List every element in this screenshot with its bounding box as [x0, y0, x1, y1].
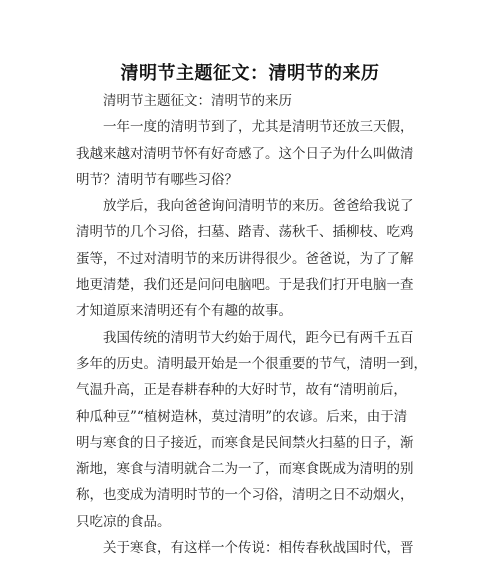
text-line: 多年的历史。清明最开始是一个很重要的节气，清明一到，: [76, 355, 427, 372]
text-line: 明与寒食的日子接近，而寒食是民间禁火扫墓的日子，渐: [76, 434, 414, 451]
text-line: 称，也变成为清明时节的一个习俗，清明之日不动烟火，: [76, 487, 414, 504]
text-line: 清明节的几个习俗，扫墓、踏青、荡秋千、插柳枝、吃鸡: [76, 224, 414, 241]
text-line: 地更清楚，我们还是问问电脑吧。于是我们打开电脑一查: [76, 277, 414, 294]
text-line: 蛋等，不过对清明节的来历讲得很少。爸爸说，为了了解: [76, 250, 414, 267]
text-line: 渐地，寒食与清明就合二为一了，而寒食既成为清明的别: [76, 461, 414, 478]
text-line: 明节？清明节有哪些习俗？: [76, 171, 238, 188]
text-line: 才知道原来清明还有个有趣的故事。: [76, 303, 292, 320]
text-line: 放学后，我向爸爸询问清明节的来历。爸爸给我说了: [103, 198, 414, 215]
text-line: 清明节主题征文：清明节的来历: [103, 93, 292, 109]
text-line: 只吃凉的食品。: [76, 513, 171, 530]
text-line: 一年一度的清明节到了，尤其是清明节还放三天假，: [103, 119, 414, 136]
text-line: 种瓜种豆”“植树造林，莫过清明”的农谚。后来，由于清: [76, 408, 408, 425]
document-title: 清明节主题征文：清明节的来历: [120, 63, 380, 84]
text-line: 我国传统的清明节大约始于周代，距今已有两千五百: [103, 329, 414, 346]
document-body: [76, 88, 427, 561]
text-line: 气温升高，正是春耕春种的大好时节，故有“清明前后，: [76, 382, 407, 399]
text-line: 关于寒食，有这样一个传说：相传春秋战国时代，晋: [103, 540, 414, 557]
text-line: 我越来越对清明节怀有好奇感了。这个日子为什么叫做清: [76, 145, 414, 162]
